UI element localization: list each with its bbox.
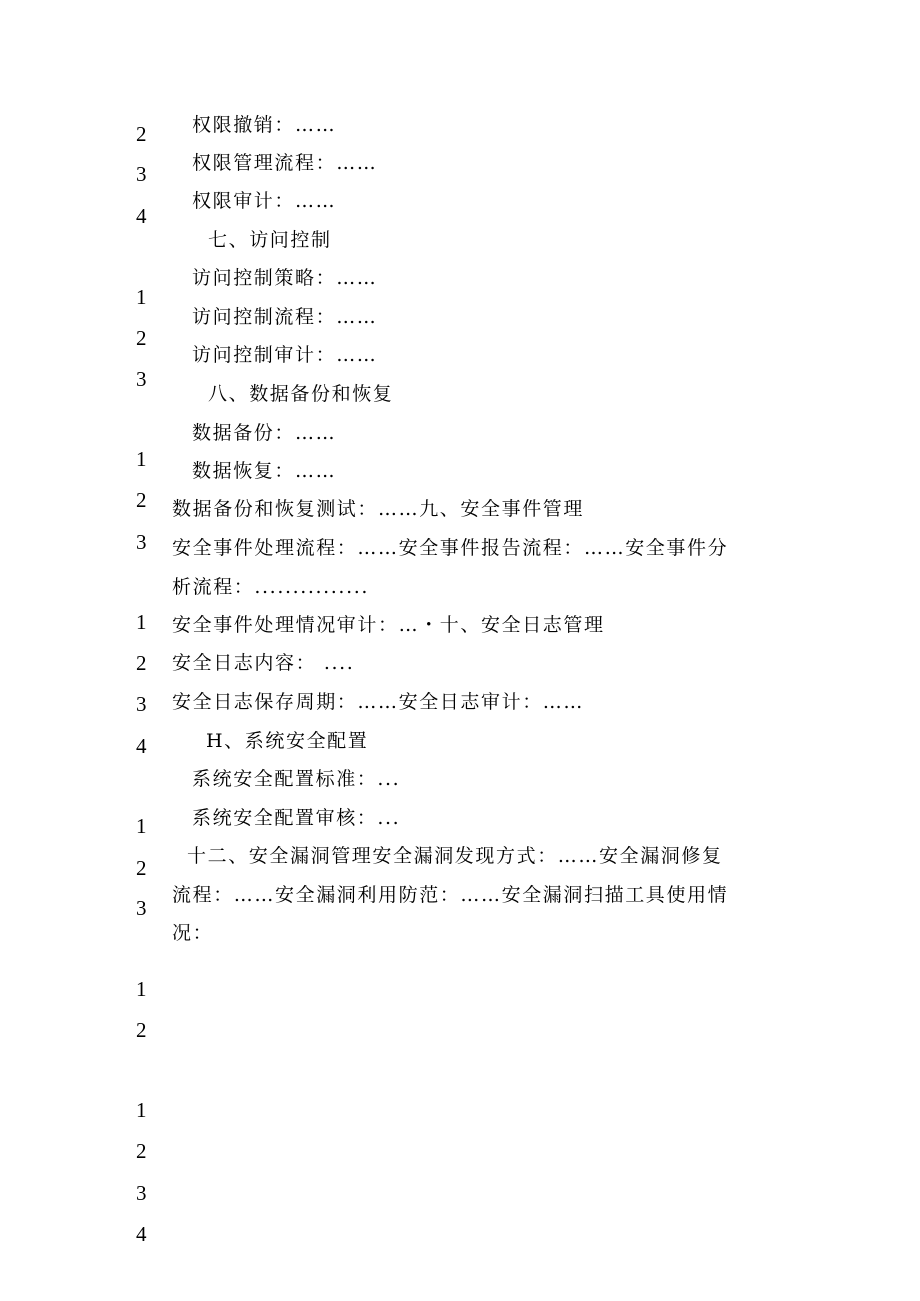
margin-number: 3: [136, 162, 147, 186]
text-line: 安全日志保存周期：……安全日志审计：……: [172, 691, 585, 713]
margin-number: 1: [136, 977, 147, 1001]
margin-number: 2: [136, 856, 147, 880]
margin-number: 3: [136, 367, 147, 391]
section-heading: 八、数据备份和恢复: [208, 383, 394, 405]
margin-number: 2: [136, 122, 147, 146]
margin-number: 1: [136, 814, 147, 838]
text-line: 系统安全配置标准：...: [192, 768, 401, 790]
text-line: 权限审计：……: [192, 190, 337, 212]
text-line: 析流程：...............: [172, 576, 369, 598]
text-line: 安全事件处理情况审计：…・十、安全日志管理: [172, 614, 605, 636]
text-line: 访问控制策略：……: [192, 267, 378, 289]
margin-number: 2: [136, 651, 147, 675]
margin-number: 2: [136, 488, 147, 512]
text-line: 安全日志内容： ....: [172, 652, 355, 674]
text-line: 况：: [172, 922, 214, 944]
margin-number: 1: [136, 610, 147, 634]
margin-number: 1: [136, 285, 147, 309]
margin-number: 3: [136, 692, 147, 716]
text-line: 安全事件处理流程：……安全事件报告流程：……安全事件分: [172, 537, 729, 559]
margin-number: 4: [136, 734, 147, 758]
text-line: 权限管理流程：……: [192, 152, 378, 174]
margin-number: 1: [136, 447, 147, 471]
text-line: 数据恢复：……: [192, 460, 337, 482]
text-line: 权限撤销：……: [192, 114, 337, 136]
margin-number: 4: [136, 204, 147, 228]
margin-number: 2: [136, 1018, 147, 1042]
margin-number: 3: [136, 896, 147, 920]
text-line: 数据备份：……: [192, 422, 337, 444]
section-heading: 七、访问控制: [208, 229, 332, 251]
margin-number: 4: [136, 1222, 147, 1246]
text-line: 十二、安全漏洞管理安全漏洞发现方式：……安全漏洞修复: [187, 845, 723, 867]
text-line: 访问控制审计：……: [192, 344, 378, 366]
text-line: 数据备份和恢复测试：……九、安全事件管理: [172, 498, 585, 520]
text-line: 流程：……安全漏洞利用防范：……安全漏洞扫描工具使用情: [172, 884, 729, 906]
margin-number: 3: [136, 1181, 147, 1205]
text-line: 系统安全配置审核：...: [192, 807, 401, 829]
margin-number: 2: [136, 1139, 147, 1163]
margin-number: 1: [136, 1098, 147, 1122]
text-line: 访问控制流程：……: [192, 306, 378, 328]
margin-number: 2: [136, 326, 147, 350]
margin-number: 3: [136, 530, 147, 554]
section-heading: H、系统安全配置: [206, 730, 369, 752]
